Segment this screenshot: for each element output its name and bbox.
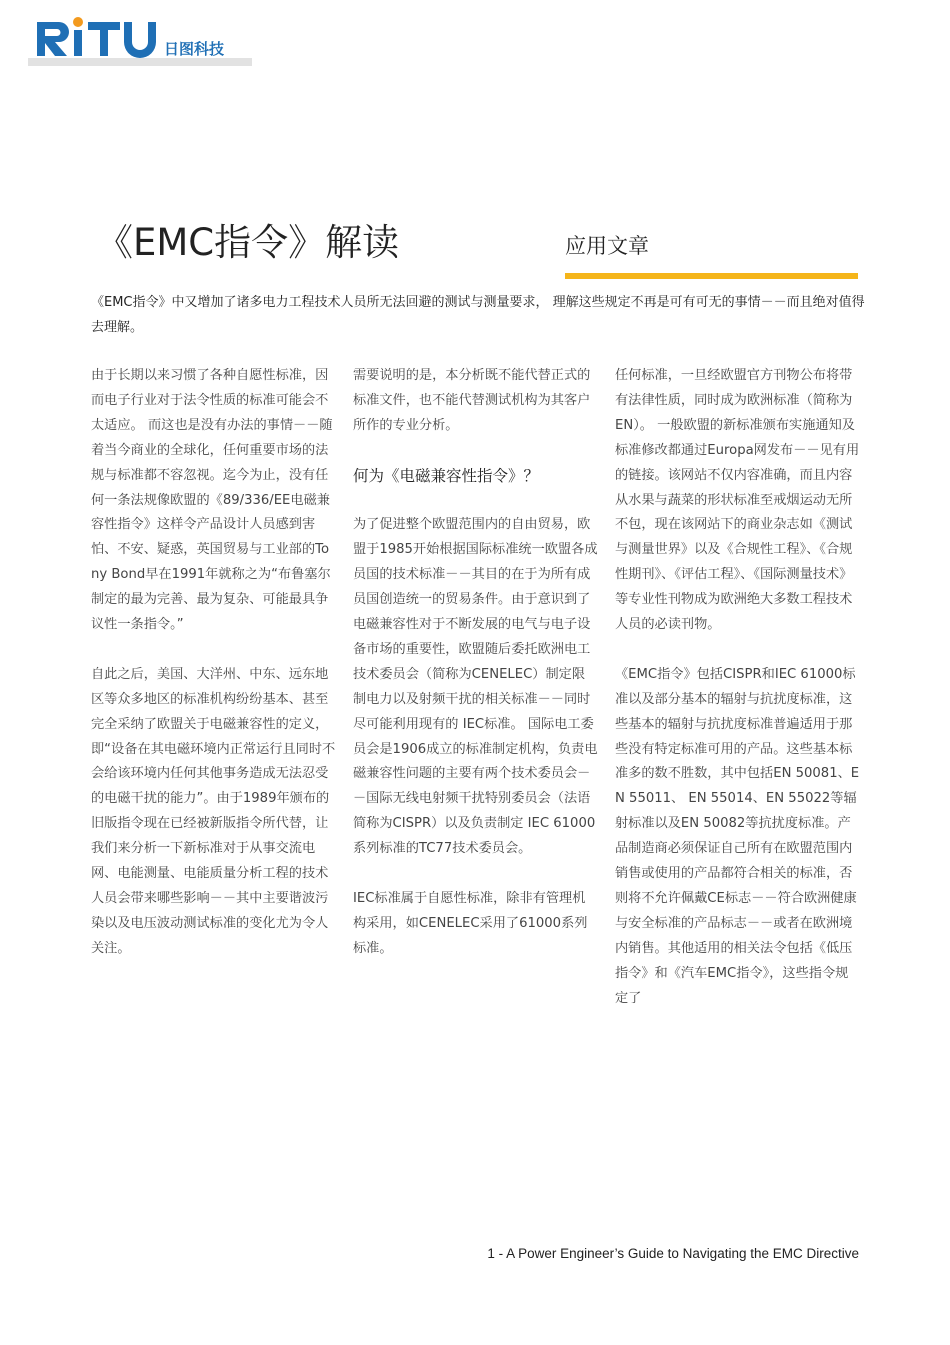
accent-rule [565, 273, 858, 279]
col3-paragraph-2: 《EMC指令》包括CISPR和IEC 61000标准以及部分基本的辐射与抗扰度标准，这些基本的辐射与抗扰度标准普遍适用于那些没有特定标准可用的产品。这些基本标准多的数不胜数，其中包括EN 50081、EN 55011、 EN 55014、EN 55022等辐射标准以及EN 50082等抗扰度标准。产品制造商必须保证自己所有在欧盟范围内销售或使用的产品都符合相关的标准，否则将不允许佩戴CE标志－－符合欧洲健康与安全标准的产品标志－－或者在欧洲境内销售。其他适用的相关法令包括《低压指令》和《汽车EMC指令》，这些指令规定了 [615, 666, 860, 1006]
article-category: 应用文章 [565, 234, 649, 258]
ritu-logo-mark [28, 8, 252, 68]
col1-paragraph-1: 由于长期以来习惯了各种自愿性标准，因而电子行业对于法令性质的标准可能会不太适应。 而这也是没有办法的事情－－随着当今商业的全球化，任何重要市场的法规与标准都不容忽视。迄今为止，没有任何一条法规像欧盟的《89/336/EE电磁兼容性指令》这样令产品设计人员感到害怕、不安、疑惑，英国贸易与工业部的Tony Bond早在1991年就称之为“布鲁塞尔制定的最为完善、最为复杂、可能最具争议性一条指令。” [91, 368, 333, 633]
company-logo [28, 8, 252, 68]
page-footer: 1 - A Power Engineer’s Guide to Navigating the EMC Directive [487, 1246, 859, 1261]
col2-paragraph-3: IEC标准属于自愿性标准，除非有管理机构采用，如CENELEC采用了61000系列标准。 [353, 890, 588, 956]
section-heading: 何为《电磁兼容性指令》？ [353, 466, 540, 485]
col2-paragraph-1: 需要说明的是，本分析既不能代替正式的标准文件，也不能代替测试机构为其客户所作的专业分析。 [353, 368, 591, 433]
column-2 [353, 364, 598, 962]
col2-paragraph-2: 为了促进整个欧盟范围内的自由贸易，欧盟于1985开始根据国际标准统一欧盟各成员国的技术标准－－其目的在于为所有成员国创造统一的贸易条件。由于意识到了电磁兼容性对于不断发展的电气与电子设备市场的重要性，欧盟随后委托欧洲电工技术委员会（简称为CENELEC）制定限制电力以及射频干扰的相关标准－－同时尽可能利用现有的 IEC标准。 国际电工委员会是1906成立的标准制定机构，负责电磁兼容性问题的主要有两个技术委员会－－国际无线电射频干扰特别委员会（法语简称为CISPR）以及负责制定 IEC 61000系列标准的TC77技术委员会。 [353, 517, 598, 857]
column-1 [91, 364, 336, 962]
intro-paragraph: 《EMC指令》中又增加了诸多电力工程技术人员所无法回避的测试与测量要求， 理解这些规定不再是可有可无的事情－－而且绝对值得去理解。 [91, 295, 865, 335]
company-name: 日图科技 [164, 40, 225, 58]
col3-paragraph-1: 任何标准，一旦经欧盟官方刊物公布将带有法律性质，同时成为欧洲标准（简称为EN）。 一般欧盟的新标准颁布实施通知及标准修改都通过Europa网发布－－见有用的链接。该网站不仅内容准确，而且内容从水果与蔬菜的形状标准至戒烟运动无所不包，现在该网站下的商业杂志如《测试与测量世界》以及《合规性工程》、《合规性期刊》、《评估工程》、《国际测量技术》等专业性刊物成为欧洲绝大多数工程技术人员的必读刊物。 [615, 368, 860, 633]
column-3 [615, 364, 860, 1012]
col1-paragraph-2: 自此之后，美国、大洋州、中东、远东地区等众多地区的标准机构纷纷基本、甚至完全采纳了欧盟关于电磁兼容性的定义，即“设备在其电磁环境内正常运行且同时不会给该环境内任何其他事务造成无法忍受的电磁干扰的能力”。由于1989年颁布的旧版指令现在已经被新版指令所代替，让我们来分析一下新标准对于从事交流电网、电能测量、电能质量分析工程的技术人员会带来哪些影响－－其中主要谐波污染以及电压波动测试标准的变化尤为令人关注。 [91, 666, 336, 956]
article-title: 《EMC指令》解读 [96, 221, 400, 264]
